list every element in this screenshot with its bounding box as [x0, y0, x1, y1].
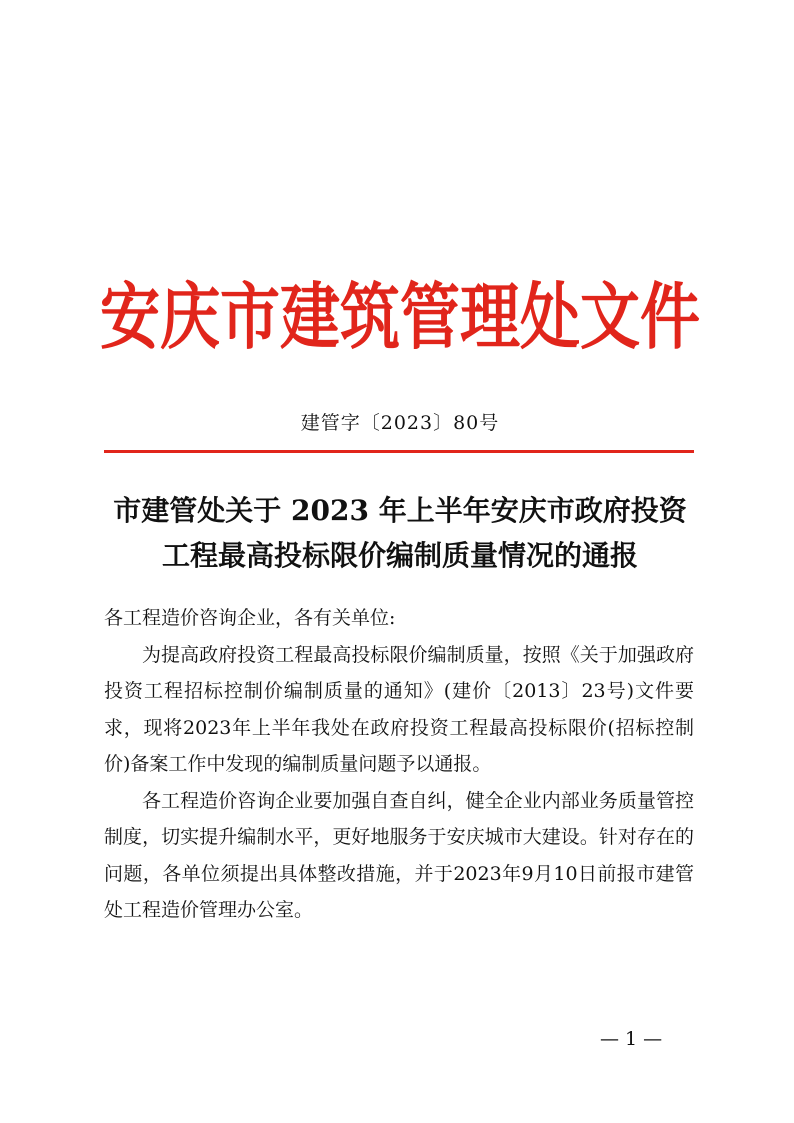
body-paragraph-1: 为提高政府投资工程最高投标限价编制质量，按照《关于加强政府投资工程招标控制价编制质量的通知》(建价〔2013〕23号)文件要求，现将2023年上半年我处在政府投资工程最高投标限价(招标控制价)备案工作中发现的编制质量问题予以通报。: [104, 643, 694, 775]
red-divider-line: [104, 450, 694, 453]
page-number: — 1 —: [600, 1028, 663, 1050]
document-body: [104, 600, 694, 929]
document-number: 建管字〔2023〕80号: [300, 412, 500, 434]
document-title-line-1: 市建管处关于 2023 年上半年安庆市政府投资: [113, 494, 687, 527]
document-title: [100, 488, 700, 578]
document-title-line-2: 工程最高投标限价编制质量情况的通报: [161, 539, 638, 572]
salutation: 各工程造价咨询企业，各有关单位:: [104, 607, 396, 629]
body-paragraph-2: 各工程造价咨询企业要加强自查自纠，健全企业内部业务质量管控制度，切实提升编制水平，更好地服务于安庆城市大建设。针对存在的问题，各单位须提出具体整改措施，并于2023年9月10日前报市建管处工程造价管理办公室。: [104, 789, 694, 921]
issuer-title: 安庆市建筑管理处文件: [100, 276, 700, 360]
